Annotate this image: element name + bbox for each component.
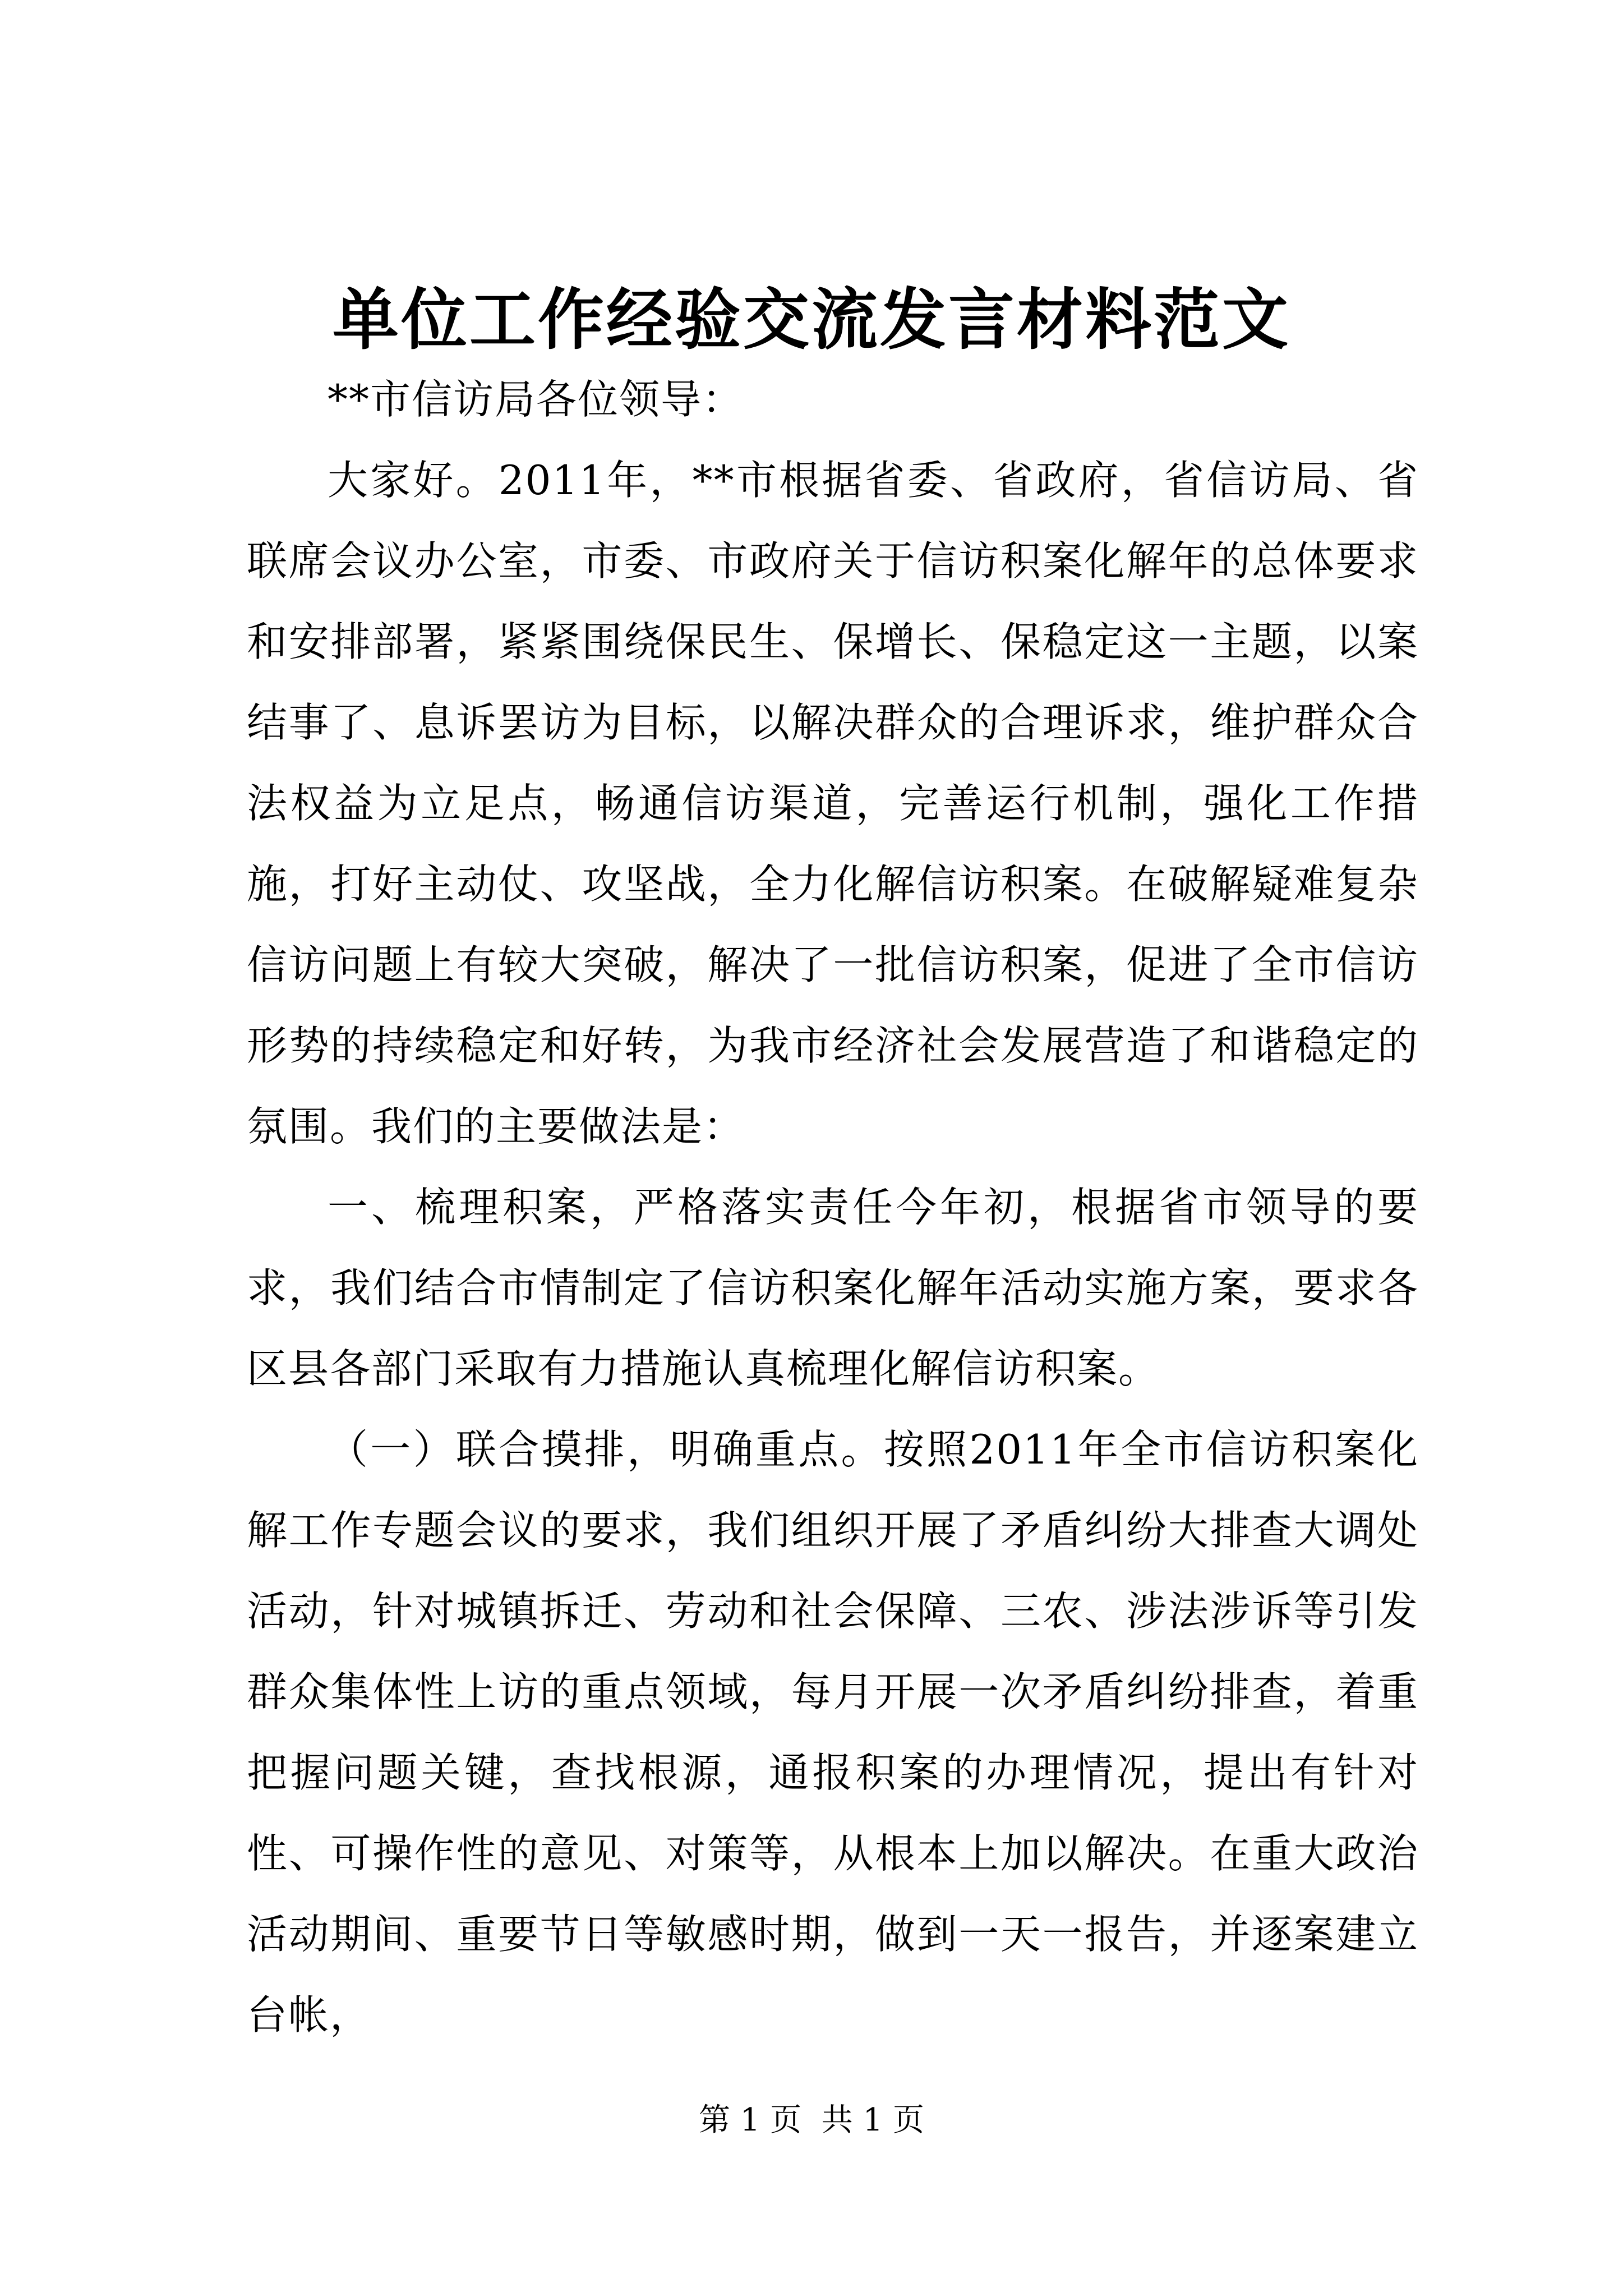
salutation: **市信访局各位领导： (328, 376, 744, 423)
page-footer (0, 2098, 1623, 2143)
paragraph-subsection-1: （一）联合摸排，明确重点。按照2011年全市信访积案化解工作专题会议的要求，我们组织开展了矛盾纠纷大排查大调处活动，针对城镇拆迁、劳动和社会保障、三农、涉法涉诉等引发群众集体性上访的重点领域，每月开展一次矛盾纠纷排查，着重把握问题关键，查找根源，通报积案的办理情况，提出有针对性、可操作性的意见、对策等，从根本上加以解决。在重大政治活动期间、重要节日等敏感时期，做到一天一报告，并逐案建立台帐， (247, 1426, 1419, 2039)
paragraph-intro: 大家好。2011年，**市根据省委、省政府，省信访局、省联席会议办公室，市委、市政府关于信访积案化解年的总体要求和安排部署，紧紧围绕保民生、保增长、保稳定这一主题，以案结事了、息诉罢访为目标，以解决群众的合理诉求，维护群众合法权益为立足点，畅通信访渠道，完善运行机制，强化工作措施，打好主动仗、攻坚战，全力化解信访积案。在破解疑难复杂信访问题上有较大突破，解决了一批信访积案，促进了全市信访形势的持续稳定和好转，为我市经济社会发展营造了和谐稳定的氛围。我们的主要做法是： (247, 457, 1419, 1150)
paragraph-section-1: 一、梳理积案，严格落实责任今年初，根据省市领导的要求，我们结合市情制定了信访积案化解年活动实施方案，要求各区县各部门采取有力措施认真梳理化解信访积案。 (247, 1184, 1419, 1392)
document-body (247, 359, 1419, 2055)
document-title: 单位工作经验交流发言材料范文 (332, 280, 1290, 358)
page-number: 第 1 页 共 1 页 (698, 2102, 925, 2138)
